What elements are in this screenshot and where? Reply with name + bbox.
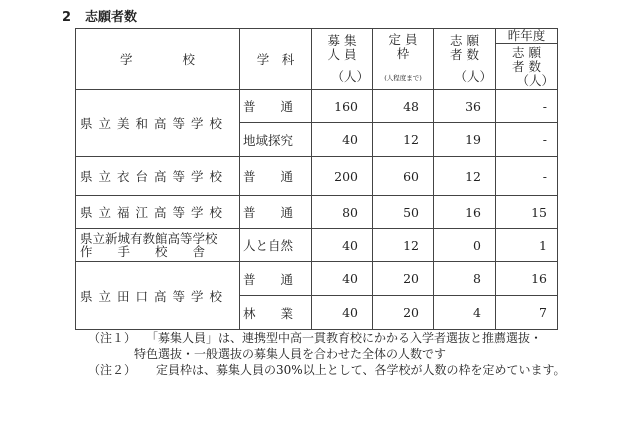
- dept-name: 林 業: [240, 296, 312, 330]
- school-name: 県立美和高等学校: [76, 90, 240, 157]
- quota-cell: 20: [373, 262, 434, 296]
- table-row: [76, 90, 558, 123]
- note-label: （注２）: [88, 363, 137, 377]
- applicants-cell: 36: [434, 90, 496, 123]
- note-1-cont: [88, 346, 566, 362]
- dept-name: 普 通: [240, 90, 312, 123]
- note-label: （注１）: [88, 331, 137, 345]
- last-year-cell: 15: [496, 196, 558, 229]
- header-quota-unit: (人程度まで): [384, 74, 422, 82]
- dept-name: 普 通: [240, 196, 312, 229]
- recruit-cell: 80: [312, 196, 373, 229]
- last-year-cell: -: [496, 90, 558, 123]
- header-recruit-label: 募 集 人 員: [327, 33, 357, 62]
- dept-name: 人と自然: [240, 229, 312, 262]
- header-quota-label: 定 員 枠: [388, 32, 418, 61]
- last-year-cell: -: [496, 123, 558, 157]
- applicants-cell: 4: [434, 296, 496, 330]
- section-number: 2: [62, 10, 72, 25]
- table-row: [76, 229, 558, 262]
- recruit-cell: 40: [312, 262, 373, 296]
- school-name: 県立福江高等学校: [76, 196, 240, 229]
- note-text: 特色選抜・一般選抜の募集人員を合わせた全体の人数です: [134, 347, 447, 361]
- last-year-cell: -: [496, 157, 558, 196]
- header-school: 学 校: [76, 29, 240, 90]
- header-last-year: 昨年度: [496, 29, 558, 44]
- recruit-cell: 160: [312, 90, 373, 123]
- quota-cell: 60: [373, 157, 434, 196]
- header-last-year-unit: （人）: [516, 72, 554, 88]
- recruit-cell: 200: [312, 157, 373, 196]
- quota-cell: 48: [373, 90, 434, 123]
- school-name-line1: 県立新城有教館高等学校: [80, 231, 218, 246]
- applicants-cell: 12: [434, 157, 496, 196]
- table-row: [76, 157, 558, 196]
- applicants-cell: 19: [434, 123, 496, 157]
- applicants-table: [75, 28, 558, 330]
- quota-cell: 12: [373, 229, 434, 262]
- applicants-cell: 8: [434, 262, 496, 296]
- header-recruit: [312, 29, 373, 90]
- note-2: [88, 362, 566, 378]
- school-name: 県立田口高等学校: [76, 262, 240, 330]
- recruit-cell: 40: [312, 229, 373, 262]
- header-dept: 学 科: [240, 29, 312, 90]
- header-quota: [373, 29, 434, 90]
- section-title: [62, 6, 151, 25]
- dept-name: 普 通: [240, 157, 312, 196]
- dept-name: 地域探究: [240, 123, 312, 157]
- quota-cell: 50: [373, 196, 434, 229]
- school-name: 県立衣台高等学校: [76, 157, 240, 196]
- last-year-cell: 7: [496, 296, 558, 330]
- note-text: 定員枠は、募集人員の30%以上として、各学校が人数の枠を定めています。: [156, 363, 566, 377]
- section-heading: 志願者数: [85, 10, 138, 25]
- dept-name: 普 通: [240, 262, 312, 296]
- school-name: [76, 229, 240, 262]
- quota-cell: 20: [373, 296, 434, 330]
- header-recruit-unit: （人）: [331, 69, 369, 84]
- recruit-cell: 40: [312, 296, 373, 330]
- applicants-cell: 0: [434, 229, 496, 262]
- table-row: [76, 196, 558, 229]
- table-row: [76, 262, 558, 296]
- header-applicants-unit: （人）: [454, 69, 492, 84]
- notes: [88, 330, 566, 378]
- header-applicants: [434, 29, 496, 90]
- quota-cell: 12: [373, 123, 434, 157]
- last-year-cell: 16: [496, 262, 558, 296]
- header-applicants-label: 志 願 者 数: [450, 33, 479, 62]
- recruit-cell: 40: [312, 123, 373, 157]
- applicants-cell: 16: [434, 196, 496, 229]
- note-1: [88, 330, 566, 346]
- header-last-year-sub-label: 志 願 者 数: [512, 44, 541, 74]
- last-year-cell: 1: [496, 229, 558, 262]
- school-name-line2: 作 手 校 舎: [80, 244, 206, 259]
- header-last-year-sub: [496, 44, 558, 90]
- note-text: 「募集人員」は、連携型中高一貫教育校にかかる入学者選抜と推薦選抜・: [152, 331, 543, 345]
